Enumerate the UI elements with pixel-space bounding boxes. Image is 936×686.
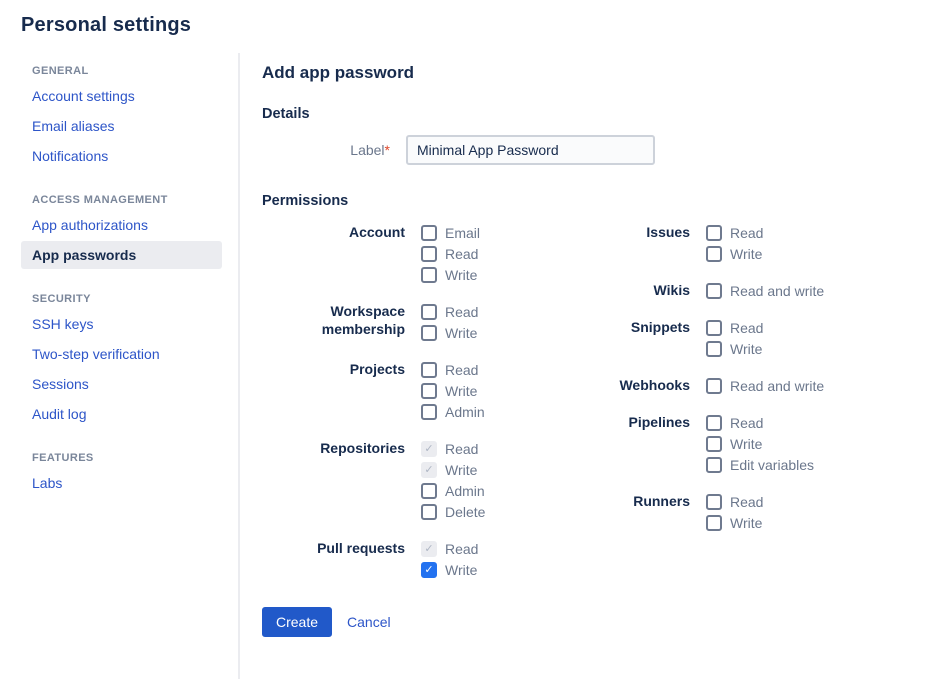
- sidebar-section-security: [0, 293, 238, 428]
- checkbox-snippets-read[interactable]: [706, 320, 722, 336]
- checkbox-webhooks-read-and-write[interactable]: [706, 378, 722, 394]
- label-field-label: [262, 142, 390, 158]
- form-actions: [262, 607, 936, 637]
- sidebar-item-two-step-verification[interactable]: Two-step verification: [32, 346, 160, 362]
- permission-options: [421, 538, 478, 580]
- checkbox-pull-requests-write[interactable]: ✓: [421, 562, 437, 578]
- permission-group-snippets: [545, 317, 824, 359]
- cancel-link[interactable]: Cancel: [347, 614, 391, 630]
- permission-option-account-email[interactable]: [421, 222, 480, 243]
- checkbox-runners-write[interactable]: [706, 515, 722, 531]
- permission-option-label: Write: [730, 245, 763, 262]
- permission-options: [421, 301, 478, 343]
- permission-group-projects: [262, 359, 545, 422]
- permission-option-webhooks-read-and-write[interactable]: [706, 375, 824, 396]
- sidebar-item-ssh-keys[interactable]: SSH keys: [32, 316, 94, 332]
- permission-group-issues: [545, 222, 824, 264]
- permission-group-webhooks: [545, 375, 824, 396]
- permission-option-pipelines-write[interactable]: [706, 433, 814, 454]
- required-asterisk: *: [384, 142, 390, 158]
- checkbox-runners-read[interactable]: [706, 494, 722, 510]
- permission-options: [706, 412, 814, 475]
- permission-option-label: Read: [445, 440, 479, 457]
- permission-option-projects-admin[interactable]: [421, 401, 485, 422]
- checkbox-account-write[interactable]: [421, 267, 437, 283]
- page-title: Personal settings: [21, 14, 192, 36]
- checkbox-issues-read[interactable]: [706, 225, 722, 241]
- permission-option-label: Admin: [445, 482, 485, 499]
- permission-options: [421, 438, 485, 522]
- checkbox-wikis-read-and-write[interactable]: [706, 283, 722, 299]
- permission-option-label: Read and write: [730, 282, 825, 299]
- permissions-columns: [262, 222, 936, 580]
- permission-group-runners: [545, 491, 824, 533]
- permission-group-label: Issues: [646, 224, 690, 240]
- permission-group-workspace-membership: [262, 301, 545, 343]
- checkbox-projects-read[interactable]: [421, 362, 437, 378]
- create-button[interactable]: Create: [262, 607, 332, 637]
- permission-group-wikis: [545, 280, 824, 301]
- permission-option-pipelines-read[interactable]: [706, 412, 814, 433]
- checkbox-pipelines-edit-variables[interactable]: [706, 457, 722, 473]
- permission-option-label: Read: [445, 303, 479, 320]
- permission-group-account: [262, 222, 545, 285]
- sidebar: [0, 53, 240, 679]
- permission-group-pull-requests: [262, 538, 545, 580]
- permission-option-repositories-read: [421, 438, 485, 459]
- permission-option-label: Delete: [445, 503, 486, 520]
- permission-option-pipelines-edit-variables[interactable]: [706, 454, 814, 475]
- sidebar-section-general: [0, 65, 238, 170]
- details-section-heading: Details: [262, 106, 310, 122]
- checkbox-repositories-delete[interactable]: [421, 504, 437, 520]
- sidebar-item-email-aliases[interactable]: Email aliases: [32, 118, 115, 134]
- permissions-column-1: [262, 222, 545, 580]
- sidebar-item-audit-log[interactable]: Audit log: [32, 406, 87, 422]
- permission-group-label: Repositories: [320, 440, 405, 456]
- permission-option-label: Write: [730, 514, 763, 531]
- sidebar-item-app-passwords[interactable]: App passwords: [21, 241, 222, 269]
- checkbox-workspace-membership-write[interactable]: [421, 325, 437, 341]
- permission-option-label: Admin: [445, 403, 485, 420]
- permission-group-label: Workspace membership: [321, 303, 405, 337]
- permission-option-label: Email: [445, 224, 481, 241]
- permission-group-label: Runners: [633, 493, 690, 509]
- sidebar-item-app-authorizations[interactable]: App authorizations: [32, 217, 148, 233]
- permission-option-label: Write: [730, 340, 763, 357]
- checkbox-pull-requests-read: ✓: [421, 541, 437, 557]
- permission-option-label: Read: [730, 493, 764, 510]
- permission-options: [421, 222, 480, 285]
- sidebar-section-heading: FEATURES: [32, 452, 94, 464]
- permission-options: [706, 222, 763, 264]
- label-field-label-text: Label: [350, 142, 385, 158]
- permission-option-label: Read: [445, 245, 479, 262]
- permission-option-label: Read: [445, 361, 479, 378]
- sidebar-section-access-management: [0, 194, 238, 269]
- checkbox-projects-write[interactable]: [421, 383, 437, 399]
- permission-options: [706, 280, 824, 301]
- sidebar-section-heading: SECURITY: [32, 293, 91, 305]
- permission-option-repositories-write: [421, 459, 485, 480]
- permission-option-label: Write: [445, 461, 478, 478]
- permission-option-wikis-read-and-write[interactable]: [706, 280, 824, 301]
- permission-option-projects-write[interactable]: [421, 380, 485, 401]
- permission-options: [706, 491, 763, 533]
- checkbox-workspace-membership-read[interactable]: [421, 304, 437, 320]
- checkbox-pipelines-write[interactable]: [706, 436, 722, 452]
- form-title: Add app password: [262, 63, 415, 82]
- permission-option-label: Read: [445, 540, 479, 557]
- layout: [0, 53, 936, 679]
- sidebar-item-sessions[interactable]: Sessions: [32, 376, 89, 392]
- permission-group-pipelines: [545, 412, 824, 475]
- checkbox-projects-admin[interactable]: [421, 404, 437, 420]
- sidebar-section-heading: GENERAL: [32, 65, 89, 77]
- permission-option-snippets-write[interactable]: [706, 338, 763, 359]
- checkbox-account-read[interactable]: [421, 246, 437, 262]
- permission-option-account-write[interactable]: [421, 264, 480, 285]
- permission-option-label: Write: [730, 435, 763, 452]
- page-header: [0, 0, 936, 53]
- permission-group-label: Snippets: [630, 319, 690, 335]
- checkbox-snippets-write[interactable]: [706, 341, 722, 357]
- permission-option-label: Write: [445, 561, 478, 578]
- permission-option-repositories-delete[interactable]: [421, 501, 485, 522]
- checkbox-pipelines-read[interactable]: [706, 415, 722, 431]
- permission-group-label: Projects: [349, 361, 405, 377]
- checkbox-account-email[interactable]: [421, 225, 437, 241]
- checkbox-repositories-read: ✓: [421, 441, 437, 457]
- permission-option-projects-read[interactable]: [421, 359, 485, 380]
- sidebar-section-heading: ACCESS MANAGEMENT: [32, 194, 168, 206]
- permission-group-label: Webhooks: [619, 377, 690, 393]
- permission-option-workspace-membership-write[interactable]: [421, 322, 478, 343]
- permissions-column-2: [545, 222, 824, 533]
- checkbox-repositories-admin[interactable]: [421, 483, 437, 499]
- permission-option-label: Edit variables: [730, 456, 815, 473]
- permission-option-label: Read and write: [730, 377, 825, 394]
- permission-option-label: Read: [730, 319, 764, 336]
- permission-option-repositories-admin[interactable]: [421, 480, 485, 501]
- permission-option-pull-requests-write[interactable]: [421, 559, 478, 580]
- sidebar-item-labs[interactable]: Labs: [32, 475, 63, 491]
- permission-group-repositories: [262, 438, 545, 522]
- permission-option-runners-read[interactable]: [706, 491, 763, 512]
- permission-group-label: Wikis: [653, 282, 690, 298]
- sidebar-section-features: [0, 452, 238, 497]
- permission-options: [706, 317, 763, 359]
- permission-options: [421, 359, 485, 422]
- permission-option-label: Write: [445, 266, 478, 283]
- permission-group-label: Pipelines: [628, 414, 690, 430]
- permission-group-label: Account: [349, 224, 405, 240]
- permission-option-label: Write: [445, 324, 478, 341]
- permission-option-issues-read[interactable]: [706, 222, 763, 243]
- permissions-section-heading: Permissions: [262, 193, 349, 209]
- main-content: [240, 53, 936, 679]
- label-input[interactable]: [406, 135, 655, 165]
- permission-group-label: Pull requests: [317, 540, 405, 556]
- permission-option-workspace-membership-read[interactable]: [421, 301, 478, 322]
- permission-option-snippets-read[interactable]: [706, 317, 763, 338]
- permission-option-label: Read: [730, 414, 764, 431]
- permission-options: [706, 375, 824, 396]
- label-field-row: [262, 135, 936, 165]
- permission-option-account-read[interactable]: [421, 243, 480, 264]
- permission-option-pull-requests-read: [421, 538, 478, 559]
- checkbox-issues-write[interactable]: [706, 246, 722, 262]
- permission-option-label: Write: [445, 382, 478, 399]
- sidebar-item-account-settings[interactable]: Account settings: [32, 88, 135, 104]
- permission-option-runners-write[interactable]: [706, 512, 763, 533]
- checkbox-repositories-write: ✓: [421, 462, 437, 478]
- sidebar-item-notifications[interactable]: Notifications: [32, 148, 109, 164]
- permission-option-issues-write[interactable]: [706, 243, 763, 264]
- permission-option-label: Read: [730, 224, 764, 241]
